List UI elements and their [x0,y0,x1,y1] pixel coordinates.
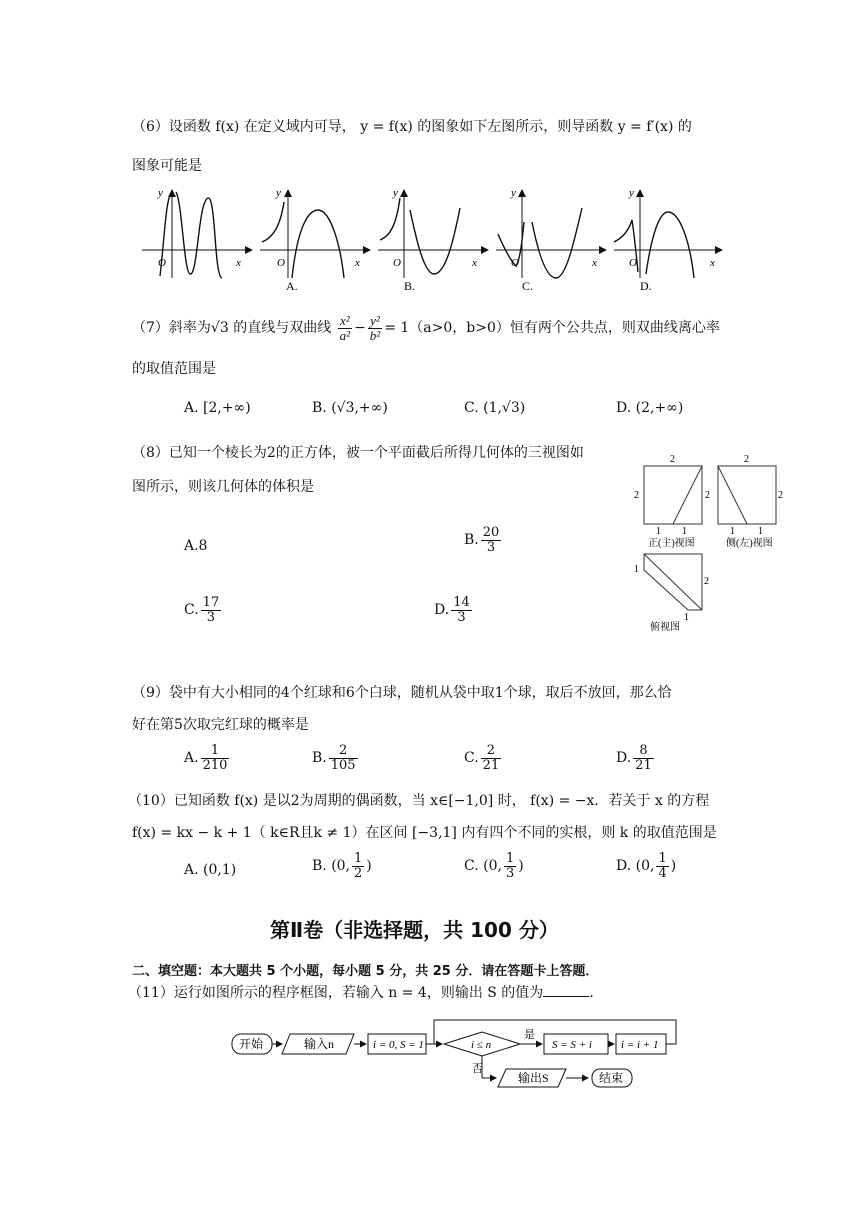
svg-text:开始: 开始 [239,1037,264,1051]
q6-graphs [140,182,730,294]
svg-text:2: 2 [705,490,710,501]
graph-b-label: B. [404,279,416,293]
q8-opt-c: C. $\frac{17}{3}$ [184,595,220,625]
svg-text:i = i + 1: i = i + 1 [621,1039,659,1051]
svg-text:2: 2 [744,454,749,465]
q9-line1: （9）袋中有大小相同的4个红球和6个白球，随机从袋中取1个球，取后不放回，那么恰 [132,685,672,701]
side-view-label: 侧(左)视图 [726,538,773,549]
q9-opt-a: A. $\frac{1}{210}$ [184,743,228,773]
q6-line2: 图象可能是 [132,158,202,174]
svg-text:O: O [629,257,637,269]
svg-text:1: 1 [634,564,639,575]
q8-opt-a: A.8 [184,538,208,554]
q11-flowchart [226,1014,696,1096]
q6-line1: （6）设函数 f(x) 在定义域内可导， y = f(x) 的图象如下左图所示，则导函数 y = f′(x) 的 [132,119,692,135]
svg-text:y: y [511,187,516,199]
q8-line1: （8）已知一个棱长为2的正方体，被一个平面截后所得几何体的三视图如 [132,445,584,461]
svg-text:1: 1 [758,526,763,537]
svg-text:x: x [710,257,715,269]
q7-opt-d: D. (2,+∞) [616,400,684,416]
q9-opt-d: D. $\frac{8}{21}$ [616,743,652,773]
svg-text:否: 否 [472,1063,483,1075]
side-view [718,466,776,524]
q7-opt-b: B. (√3,+∞) [312,400,388,416]
graph-c-label: C. [522,279,534,293]
q8-opt-b: B. $\frac{20}{3}$ [464,525,500,555]
answer-blank[interactable] [543,982,589,997]
q9-opt-c: C. $\frac{2}{21}$ [464,743,500,773]
q7-line1: （7）斜率为√3 的直线与双曲线 $\frac{\text{x²}}{\text{a²}}$ − $\frac{\text{y²}}{\text{b²}}$ = 1（a>0，b>0）恒有两个公共点，则双曲线离心率 [132,313,720,343]
svg-text:1: 1 [730,526,735,537]
svg-text:y: y [158,187,163,199]
svg-text:x: x [472,257,477,269]
q8-opt-d: D. $\frac{14}{3}$ [434,595,470,625]
svg-text:x: x [592,257,597,269]
svg-text:x: x [355,257,360,269]
svg-text:输出S: 输出S [518,1071,549,1085]
top-view-label: 俯视图 [650,622,680,633]
q11-text: （11）运行如图所示的程序框图，若输入 n = 4，则输出 S 的值为 ． [128,982,603,1002]
svg-text:i = 0, S = 1: i = 0, S = 1 [373,1039,424,1051]
q9-line2: 好在第5次取完红球的概率是 [132,717,309,733]
graph-d-label: D. [640,279,652,293]
part2-title: 第Ⅱ卷（非选择题，共 100 分） [270,918,559,942]
svg-text:1: 1 [682,526,687,537]
q10-opt-c: C. (0, $\frac{1}{3}$ ) [464,851,524,881]
q10-opt-d: D. (0, $\frac{1}{4}$ ) [616,851,677,881]
svg-text:2: 2 [704,576,709,587]
svg-text:是: 是 [524,1029,535,1041]
q7-opt-c: C. (1,√3) [464,400,526,416]
svg-text:y: y [393,187,398,199]
q10-opt-a: A. (0,1) [184,862,237,878]
svg-text:1: 1 [684,612,689,623]
svg-text:O: O [158,257,166,269]
q10-line1: （10）已知函数 f(x) 是以2为周期的偶函数，当 x∈[−1,0] 时， f(x) = −x．若关于 x 的方程 [128,793,710,809]
q9-opt-b: B. $\frac{2}{105}$ [312,743,356,773]
svg-text:y: y [276,187,281,199]
svg-text:2: 2 [778,490,783,501]
svg-text:y: y [629,187,634,199]
svg-text:结束: 结束 [599,1071,624,1085]
front-view-label: 正(主)视图 [648,538,695,549]
section2-heading: 二、填空题：本大题共 5 个小题，每小题 5 分，共 25 分．请在答题卡上答题． [132,964,599,979]
q7-line2: 的取值范围是 [132,361,216,377]
q8-line2: 图所示，则该几何体的体积是 [132,479,314,495]
svg-text:x: x [236,257,241,269]
svg-text:2: 2 [670,454,675,465]
front-view [644,466,702,524]
svg-text:输入n: 输入n [304,1037,335,1051]
svg-text:O: O [393,257,401,269]
svg-text:1: 1 [656,526,661,537]
svg-text:O: O [277,257,285,269]
q10-line2: f(x) = kx − k + 1（ k∈R且k ≠ 1）在区间 [−3,1] 内有四个不同的实根，则 k 的取值范围是 [132,825,717,841]
q7-opt-a: A. [2,+∞) [184,400,251,416]
q8-three-views [626,450,786,640]
svg-text:i ≤ n: i ≤ n [471,1039,492,1051]
graph-a-label: A. [286,279,298,293]
q10-opt-b: B. (0, $\frac{1}{2}$ ) [312,851,372,881]
svg-text:S = S + i: S = S + i [552,1039,592,1051]
svg-text:O: O [511,257,519,269]
svg-text:2: 2 [634,490,639,501]
